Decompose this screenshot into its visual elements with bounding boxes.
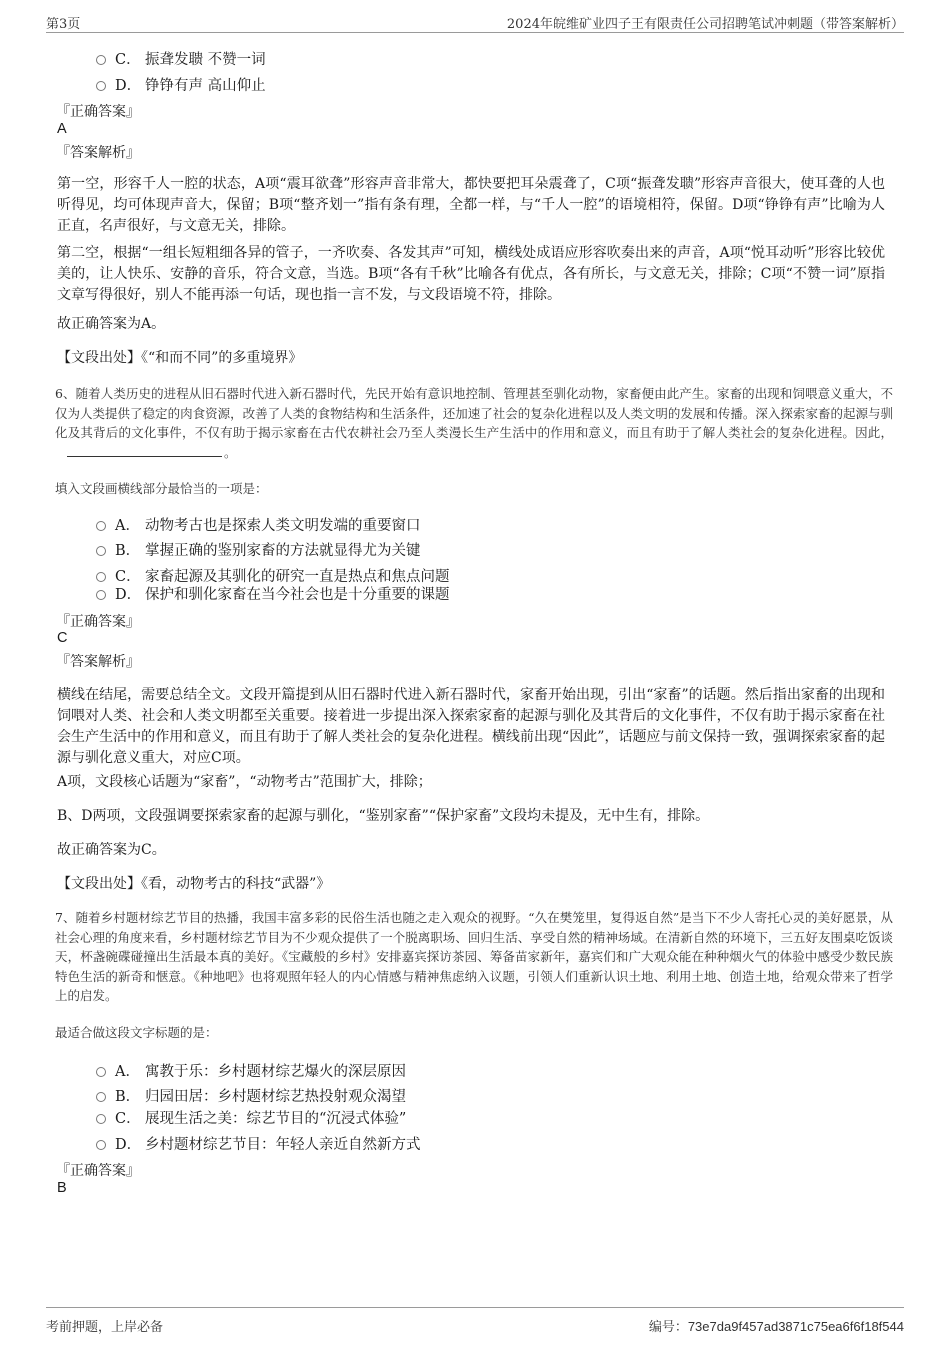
- radio-icon[interactable]: [96, 1067, 106, 1077]
- q5-answer: A: [57, 121, 67, 137]
- q5-analysis-paragraph: 第一空，形容千人一腔的状态，A项“震耳欲聋”形容声音非常大，都快要把耳朵震聋了，C项“振聋发聩”形容声音很大，使耳聋的人也听得见，均可体现声音大，保留；B项“整齐划一”指有条有理，全都一样，与“千人一腔”的语境相符，保留。D项“铮铮有声”比喻为人正直，名声很好，与文意无关，排除。: [57, 176, 885, 234]
- answer-blank: [67, 444, 222, 457]
- q7-option-d[interactable]: D． 乡村题材综艺节目：年轻人亲近自然新方式: [96, 1133, 421, 1154]
- radio-icon[interactable]: [96, 521, 106, 531]
- document-title: 2024年皖维矿业四子王有限责任公司招聘笔试冲刺题（带答案解析）: [506, 17, 904, 32]
- q6-analysis-paragraph: B、D两项，文段强调要探索家畜的起源与驯化，“鉴别家畜”“保护家畜”文段均未提及，无中生有，排除。: [57, 808, 710, 824]
- radio-icon[interactable]: [96, 81, 106, 91]
- document-id: 编号：73e7da9f457ad3871c75ea6f6f18f544: [648, 1319, 904, 1334]
- radio-icon[interactable]: [96, 1092, 106, 1102]
- radio-icon[interactable]: [96, 572, 106, 582]
- q5-option-c[interactable]: C． 振聋发聩 不赞一词: [96, 48, 266, 69]
- page-header: [46, 8, 904, 33]
- q5-source: 【文段出处】《“和而不同”的多重境界》: [57, 350, 303, 366]
- q6-answer: C: [57, 630, 68, 646]
- q5-option-d[interactable]: D． 铮铮有声 高山仰止: [96, 74, 266, 95]
- q7-stem: 7、随着乡村题材综艺节目的热播，我国丰富多彩的民俗生活也随之走入观众的视野。“久在樊笼里，复得返自然”是当下不少人寄托心灵的美好愿景，从社会心理的角度来看，乡村题材综艺节目为不少观众提供了一个脱离职场、回归生活、享受自然的精神场域。在清新自然的环境下，三五好友围桌吃饭谈天，杯盏碗碟碰撞出生活最本真的美好。《宝藏般的乡村》安排嘉宾探访茶园、筹备苗家新年，嘉宾们和广大观众能在种种烟火气的体验中感受少数民族特色生活的新奇和惬意。《种地吧》也将观照年轻人的内心情感与精神焦虑纳入议题，引领人们重新认识土地、利用土地、创造土地，给观众带来了哲学上的启发。: [55, 910, 893, 1003]
- radio-icon[interactable]: [96, 1140, 106, 1150]
- radio-icon[interactable]: [96, 55, 106, 65]
- q5-analysis-label: 『答案解析』: [56, 145, 140, 161]
- q6-stem: 6、随着人类历史的进程从旧石器时代进入新石器时代，先民开始有意识地控制、管理甚至驯化动物，家畜便由此产生。家畜的出现和饲喂意义重大，不仅为人类提供了稳定的肉食资源，改善了人类的食物结构和生活条件，还加速了社会的复杂化进程以及人类文明的发展和传播。深入探索家畜的起源与驯化及其背后的文化事件，不仅有助于揭示家畜在古代农耕社会乃至人类漫长生产生活中的作用和意义，而且有助于了解人类社会的复杂化进程。因此，。: [55, 386, 893, 460]
- radio-icon[interactable]: [96, 590, 106, 600]
- q6-analysis-paragraph: 横线在结尾，需要总结全文。文段开篇提到从旧石器时代进入新石器时代，家畜开始出现，引出“家畜”的话题。然后指出家畜的出现和饲喂对人类、社会和人类文明都至关重要。接着进一步提出深入探索家畜的起源与驯化及其背后的文化事件，不仅有助于揭示家畜在社会生产生活中的作用和意义，而且有助于了解人类社会的复杂化进程。横线前出现“因此”，话题应与前文保持一致，强调探索家畜的起源与驯化意义重大，对应C项。: [57, 687, 885, 766]
- q5-analysis-conclusion: 故正确答案为A。: [57, 316, 166, 332]
- q5-analysis-paragraph: 第二空，根据“一组长短粗细各异的管子，一齐吹奏、各发其声”可知，横线处成语应形容吹奏出来的声音，A项“悦耳动听”形容比较优美的，让人快乐、安静的音乐，符合文意，当选。B项“各有千秋”比喻各有优点，各有所长，与文意无关，排除；C项“不赞一词”原指文章写得很好，别人不能再添一句话，现也指一言不发，与文段语境不符，排除。: [57, 245, 885, 303]
- q6-analysis-paragraph: A项，文段核心话题为“家畜”，“动物考古”范围扩大，排除；: [57, 774, 432, 790]
- q6-option-b[interactable]: B． 掌握正确的鉴别家畜的方法就显得尤为关键: [96, 539, 421, 560]
- radio-icon[interactable]: [96, 1114, 106, 1124]
- page-footer: [46, 1307, 904, 1338]
- q6-option-c[interactable]: C． 家畜起源及其驯化的研究一直是热点和焦点问题: [96, 565, 450, 586]
- footer-slogan: 考前押题，上岸必备: [46, 1320, 164, 1335]
- q6-answer-label: 『正确答案』: [56, 614, 140, 630]
- q6-analysis-label: 『答案解析』: [56, 654, 140, 670]
- q6-option-d[interactable]: D． 保护和驯化家畜在当今社会也是十分重要的课题: [96, 583, 450, 604]
- q6-prompt: 填入文段画横线部分最恰当的一项是：: [55, 481, 268, 496]
- q7-option-b[interactable]: B． 归园田居：乡村题材综艺热投射观众渴望: [96, 1085, 406, 1106]
- q6-source: 【文段出处】《看，动物考古的科技“武器”》: [57, 876, 331, 892]
- page-number: 第3页: [46, 17, 81, 32]
- q7-option-c[interactable]: C． 展现生活之美：综艺节目的“沉浸式体验”: [96, 1107, 406, 1128]
- q5-answer-label: 『正确答案』: [56, 104, 140, 120]
- radio-icon[interactable]: [96, 546, 106, 556]
- q7-answer: B: [57, 1180, 67, 1196]
- q6-option-a[interactable]: A． 动物考古也是探索人类文明发端的重要窗口: [96, 514, 421, 535]
- q6-analysis-conclusion: 故正确答案为C。: [57, 842, 166, 858]
- q7-option-a[interactable]: A． 寓教于乐：乡村题材综艺爆火的深层原因: [96, 1060, 406, 1081]
- q7-answer-label: 『正确答案』: [56, 1163, 140, 1179]
- q7-prompt: 最适合做这段文字标题的是：: [55, 1025, 218, 1040]
